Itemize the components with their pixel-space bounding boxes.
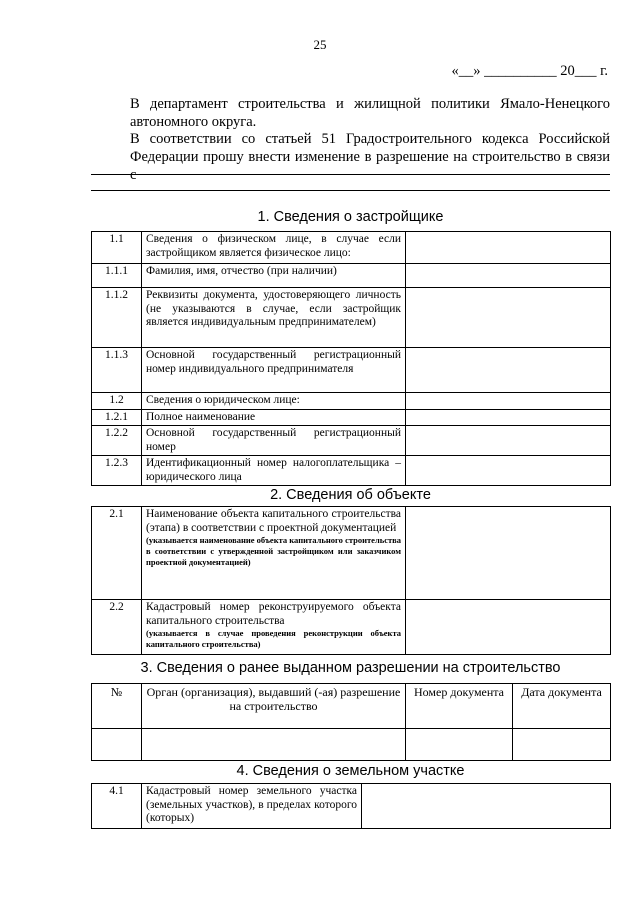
row-label-text: Кадастровый номер реконструируемого объекта капитального строительства — [146, 601, 401, 627]
fill-line-2[interactable] — [91, 190, 610, 191]
section-2-table — [91, 506, 611, 655]
table-row — [92, 288, 611, 348]
row-number: 1.1 — [92, 232, 142, 264]
row-label: Основной государственный регистрационный номер индивидуального предпринимателя — [142, 348, 406, 393]
section-3-table — [91, 683, 611, 761]
section-4-table — [91, 783, 611, 829]
cell-organization[interactable] — [142, 729, 406, 761]
value-cell-1-2-2[interactable] — [406, 426, 611, 456]
table-row — [92, 409, 611, 426]
row-label: Фамилия, имя, отчество (при наличии) — [142, 264, 406, 288]
value-cell-1-1-3[interactable] — [406, 348, 611, 393]
row-label — [142, 507, 406, 600]
table-row — [92, 507, 611, 600]
row-number: 1.1.3 — [92, 348, 142, 393]
value-cell-4-1[interactable] — [362, 784, 611, 829]
intro-text-1: В департамент строительства и жилищной политики Ямало-Ненецкого автономного округа. — [130, 96, 610, 130]
value-cell-1-2-3[interactable] — [406, 456, 611, 486]
row-label: Полное наименование — [142, 409, 406, 426]
intro-paragraph-1 — [91, 95, 610, 131]
section-1-table — [91, 231, 611, 486]
section-2-title: 2. Сведения об объекте — [270, 487, 431, 503]
value-cell-1-2[interactable] — [406, 393, 611, 410]
section-1-title: 1. Сведения о застройщике — [257, 209, 444, 225]
row-label: Сведения о юридическом лице: — [142, 393, 406, 410]
row-label — [142, 600, 406, 655]
table-row — [92, 600, 611, 655]
value-cell-1-1-2[interactable] — [406, 288, 611, 348]
row-number: 1.1.2 — [92, 288, 142, 348]
column-header-number: № — [92, 684, 142, 729]
cell-number[interactable] — [92, 729, 142, 761]
intro-paragraph-2 — [91, 130, 610, 184]
date-line: «__» __________ 20___ г. — [451, 63, 608, 79]
row-label: Реквизиты документа, удостоверяющего личность (не указываются в случае, если застройщик является индивидуальным предпринимателем) — [142, 288, 406, 348]
row-number: 1.2.2 — [92, 426, 142, 456]
row-number: 1.2.3 — [92, 456, 142, 486]
row-number: 2.2 — [92, 600, 142, 655]
section-4-title: 4. Сведения о земельном участке — [236, 763, 465, 779]
row-label: Основной государственный регистрационный номер — [142, 426, 406, 456]
intro-text-2: В соответствии со статьей 51 Градостроительного кодекса Российской Федерации прошу внести изменение в разрешение на строительство в связи с — [130, 131, 610, 183]
column-header-document-number: Номер документа — [406, 684, 513, 729]
value-cell-1-1[interactable] — [406, 232, 611, 264]
table-header-row — [92, 684, 611, 729]
table-row — [92, 264, 611, 288]
table-row — [92, 784, 611, 829]
row-number: 1.1.1 — [92, 264, 142, 288]
table-row — [92, 232, 611, 264]
column-header-document-date: Дата документа — [513, 684, 611, 729]
cell-document-date[interactable] — [513, 729, 611, 761]
row-number: 2.1 — [92, 507, 142, 600]
table-row — [92, 456, 611, 486]
table-row — [92, 729, 611, 761]
fill-line-1[interactable] — [91, 174, 610, 175]
table-row — [92, 393, 611, 410]
column-header-organization: Орган (организация), выдавший (-ая) разрешение на строительство — [142, 684, 406, 729]
cell-document-number[interactable] — [406, 729, 513, 761]
value-cell-1-2-1[interactable] — [406, 409, 611, 426]
table-row — [92, 426, 611, 456]
row-note: (указывается наименование объекта капитального строительства в соответствии с утвержденной застройщиком или заказчиком проектной документацией) — [146, 535, 401, 567]
page-number: 25 — [313, 37, 327, 52]
section-3-title: 3. Сведения о ранее выданном разрешении на строительство — [140, 660, 561, 676]
row-note: (указывается в случае проведения реконструкции объекта капитального строительства) — [146, 628, 401, 649]
row-number: 1.2 — [92, 393, 142, 410]
row-label: Идентификационный номер налогоплательщика – юридического лица — [142, 456, 406, 486]
value-cell-2-1[interactable] — [406, 507, 611, 600]
value-cell-2-2[interactable] — [406, 600, 611, 655]
row-label-text: Наименование объекта капитального строительства (этапа) в соответствии с проектной документацией — [146, 508, 401, 534]
row-number: 1.2.1 — [92, 409, 142, 426]
row-label: Кадастровый номер земельного участка (земельных участков), в пределах которого (которых) — [142, 784, 362, 829]
row-label: Сведения о физическом лице, в случае если застройщиком является физическое лицо: — [142, 232, 406, 264]
row-number: 4.1 — [92, 784, 142, 829]
table-row — [92, 348, 611, 393]
value-cell-1-1-1[interactable] — [406, 264, 611, 288]
